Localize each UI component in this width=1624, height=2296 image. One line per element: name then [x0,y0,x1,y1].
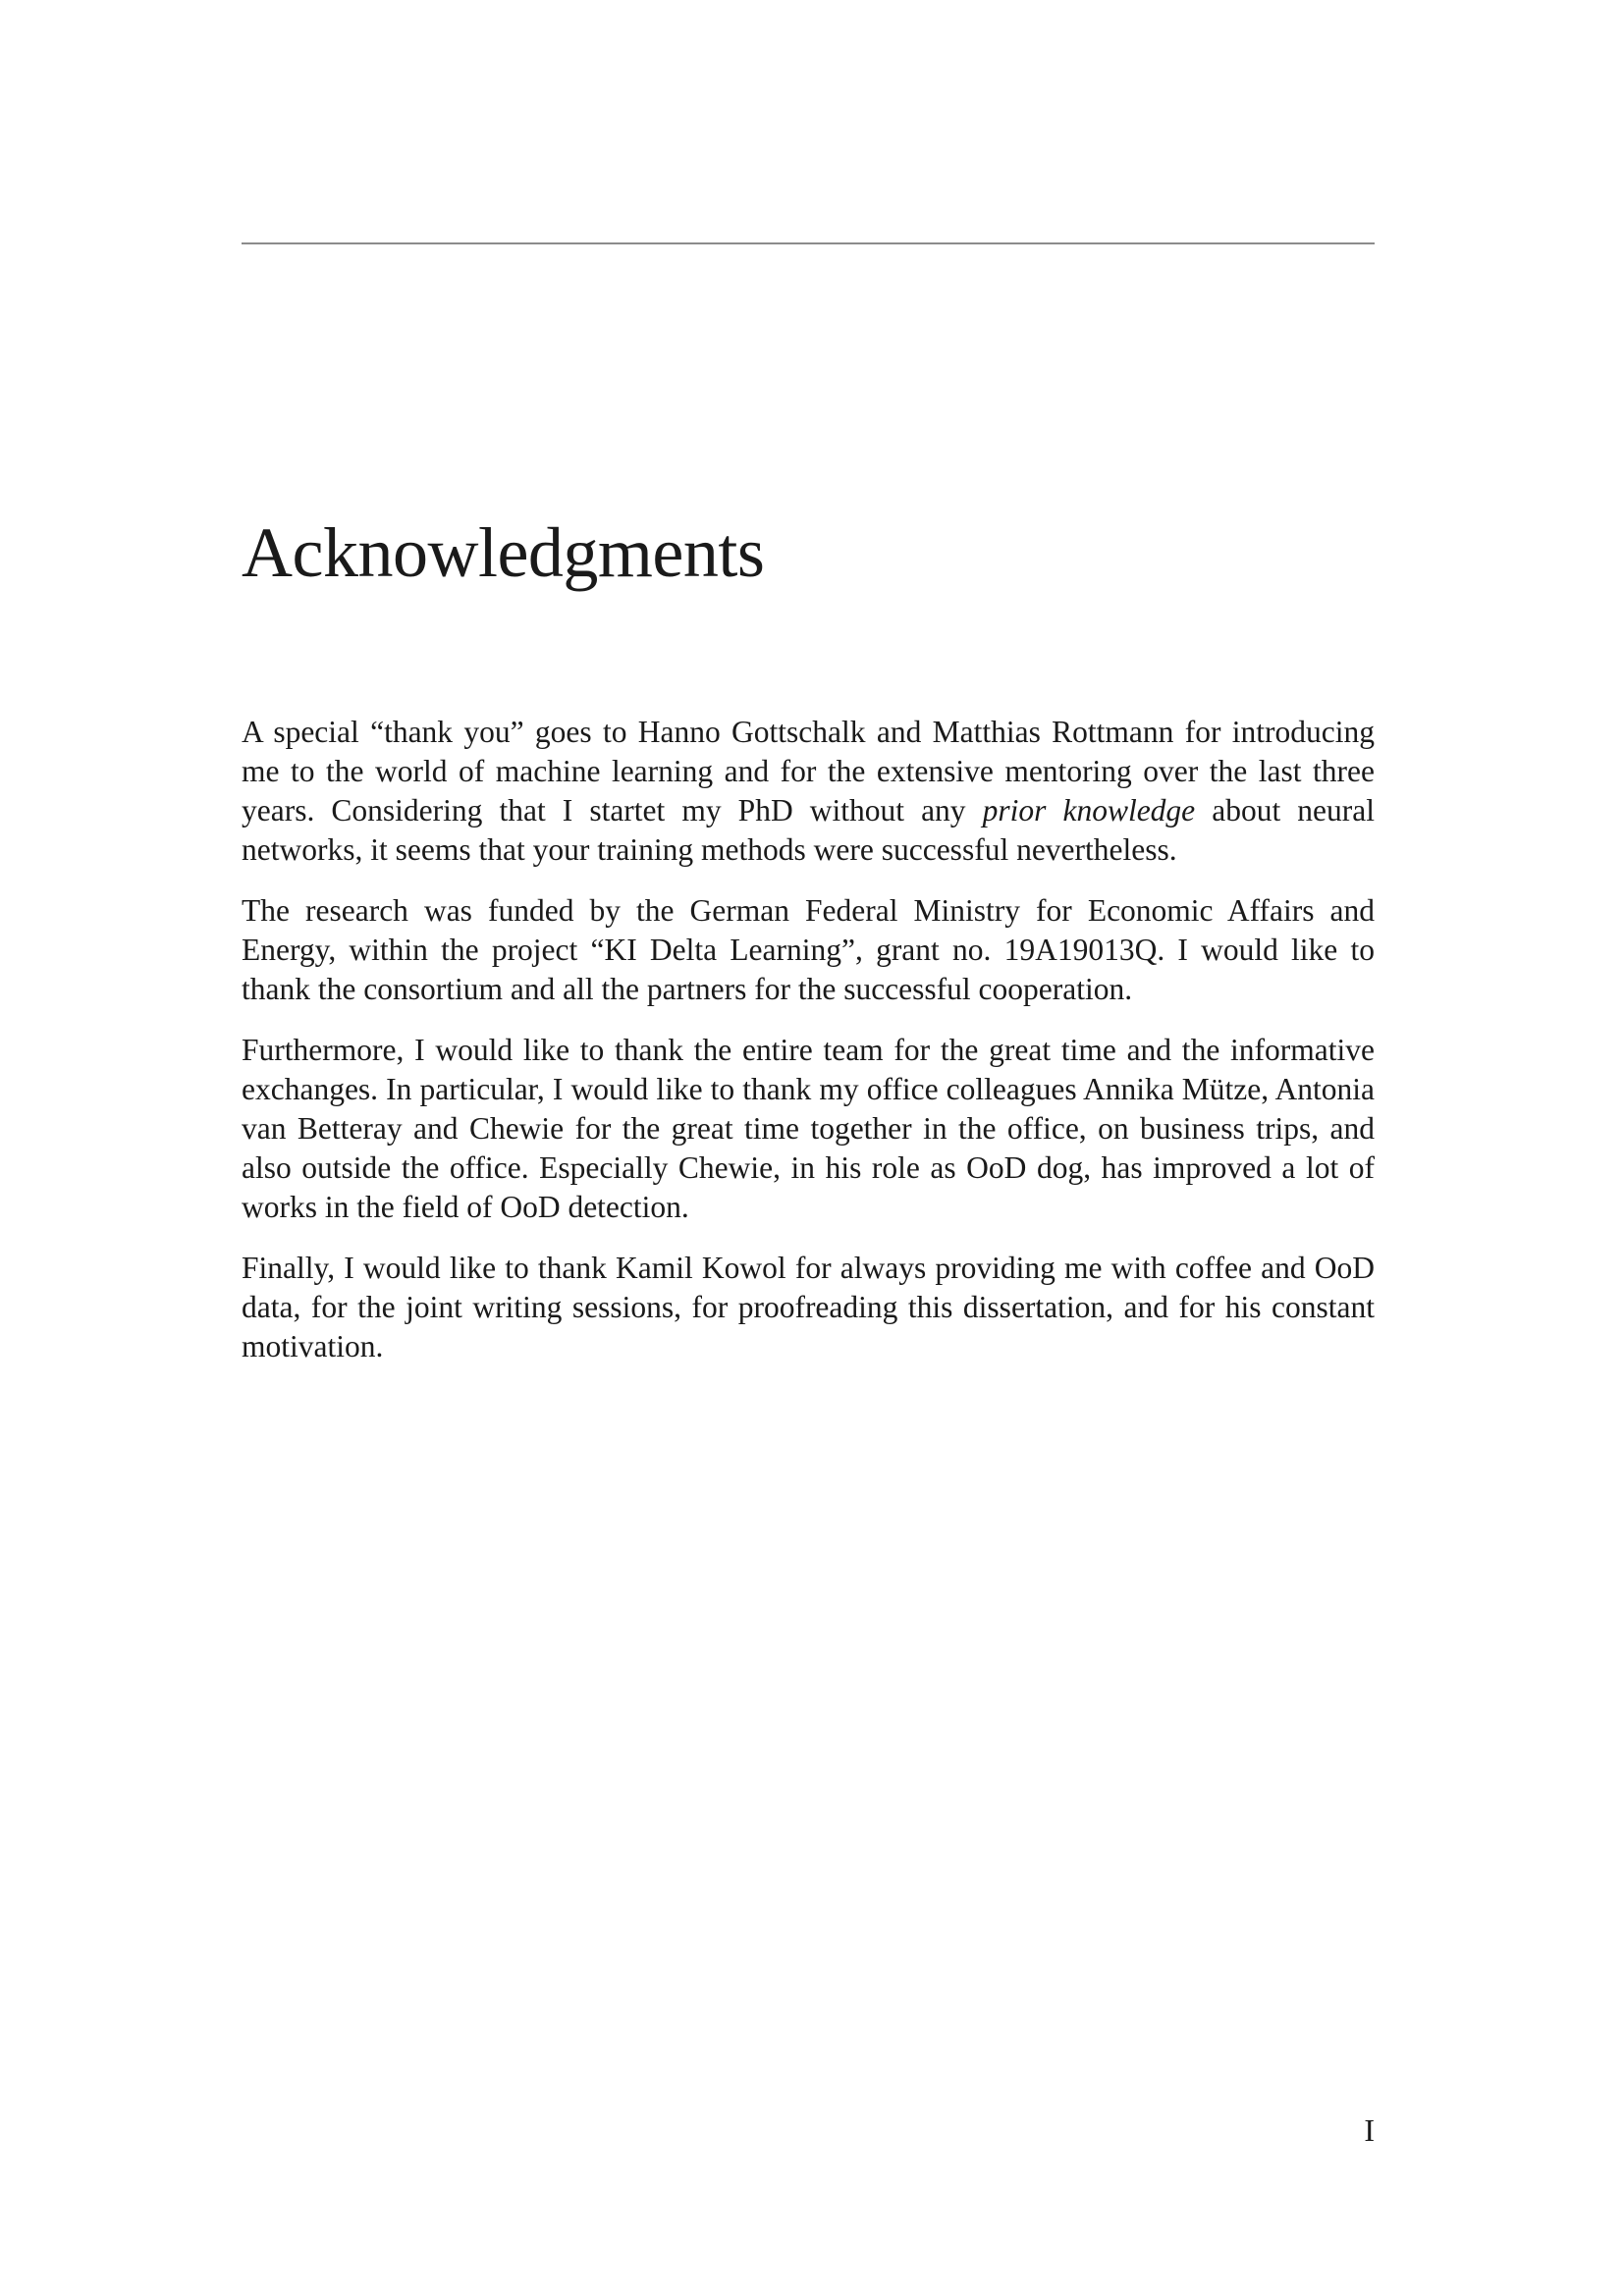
chapter-title: Acknowledgments [242,513,765,592]
body-text [242,713,1375,1388]
header-rule [242,242,1375,244]
paragraph-1-part-1: A special “thank you” goes to Hanno Gottschalk and Matthias Rottmann for introducing me to the world of machine learning and for the extensive mentoring over the last three years. Considering that I startet my PhD without any [242,715,1375,828]
paragraph-1-emphasis: prior knowledge [982,793,1196,828]
paragraph-4: Finally, I would like to thank Kamil Kowol for always providing me with coffee and OoD data, for the joint writing sessions, for proofreading this dissertation, and for his constant motivation. [242,1251,1375,1363]
paragraph-1 [242,713,1375,870]
paragraph-3: Furthermore, I would like to thank the entire team for the great time and the informative exchanges. In particular, I would like to thank my office colleagues Annika Mütze, Antonia van Betteray and Chewie for the great time together in the office, on business trips, and also outside the office. Especially Chewie, in his role as OoD dog, has improved a lot of works in the field of OoD detection. [242,1033,1375,1224]
paragraph-2: The research was funded by the German Federal Ministry for Economic Affairs and Energy, within the project “KI Delta Learning”, grant no. 19A19013Q. I would like to thank the consortium and all the partners for the successful cooperation. [242,893,1375,1006]
paragraph-1-part-2: about neural networks, it seems that your training methods were successful nevertheless. [242,793,1375,867]
page-number: I [1364,2112,1375,2148]
